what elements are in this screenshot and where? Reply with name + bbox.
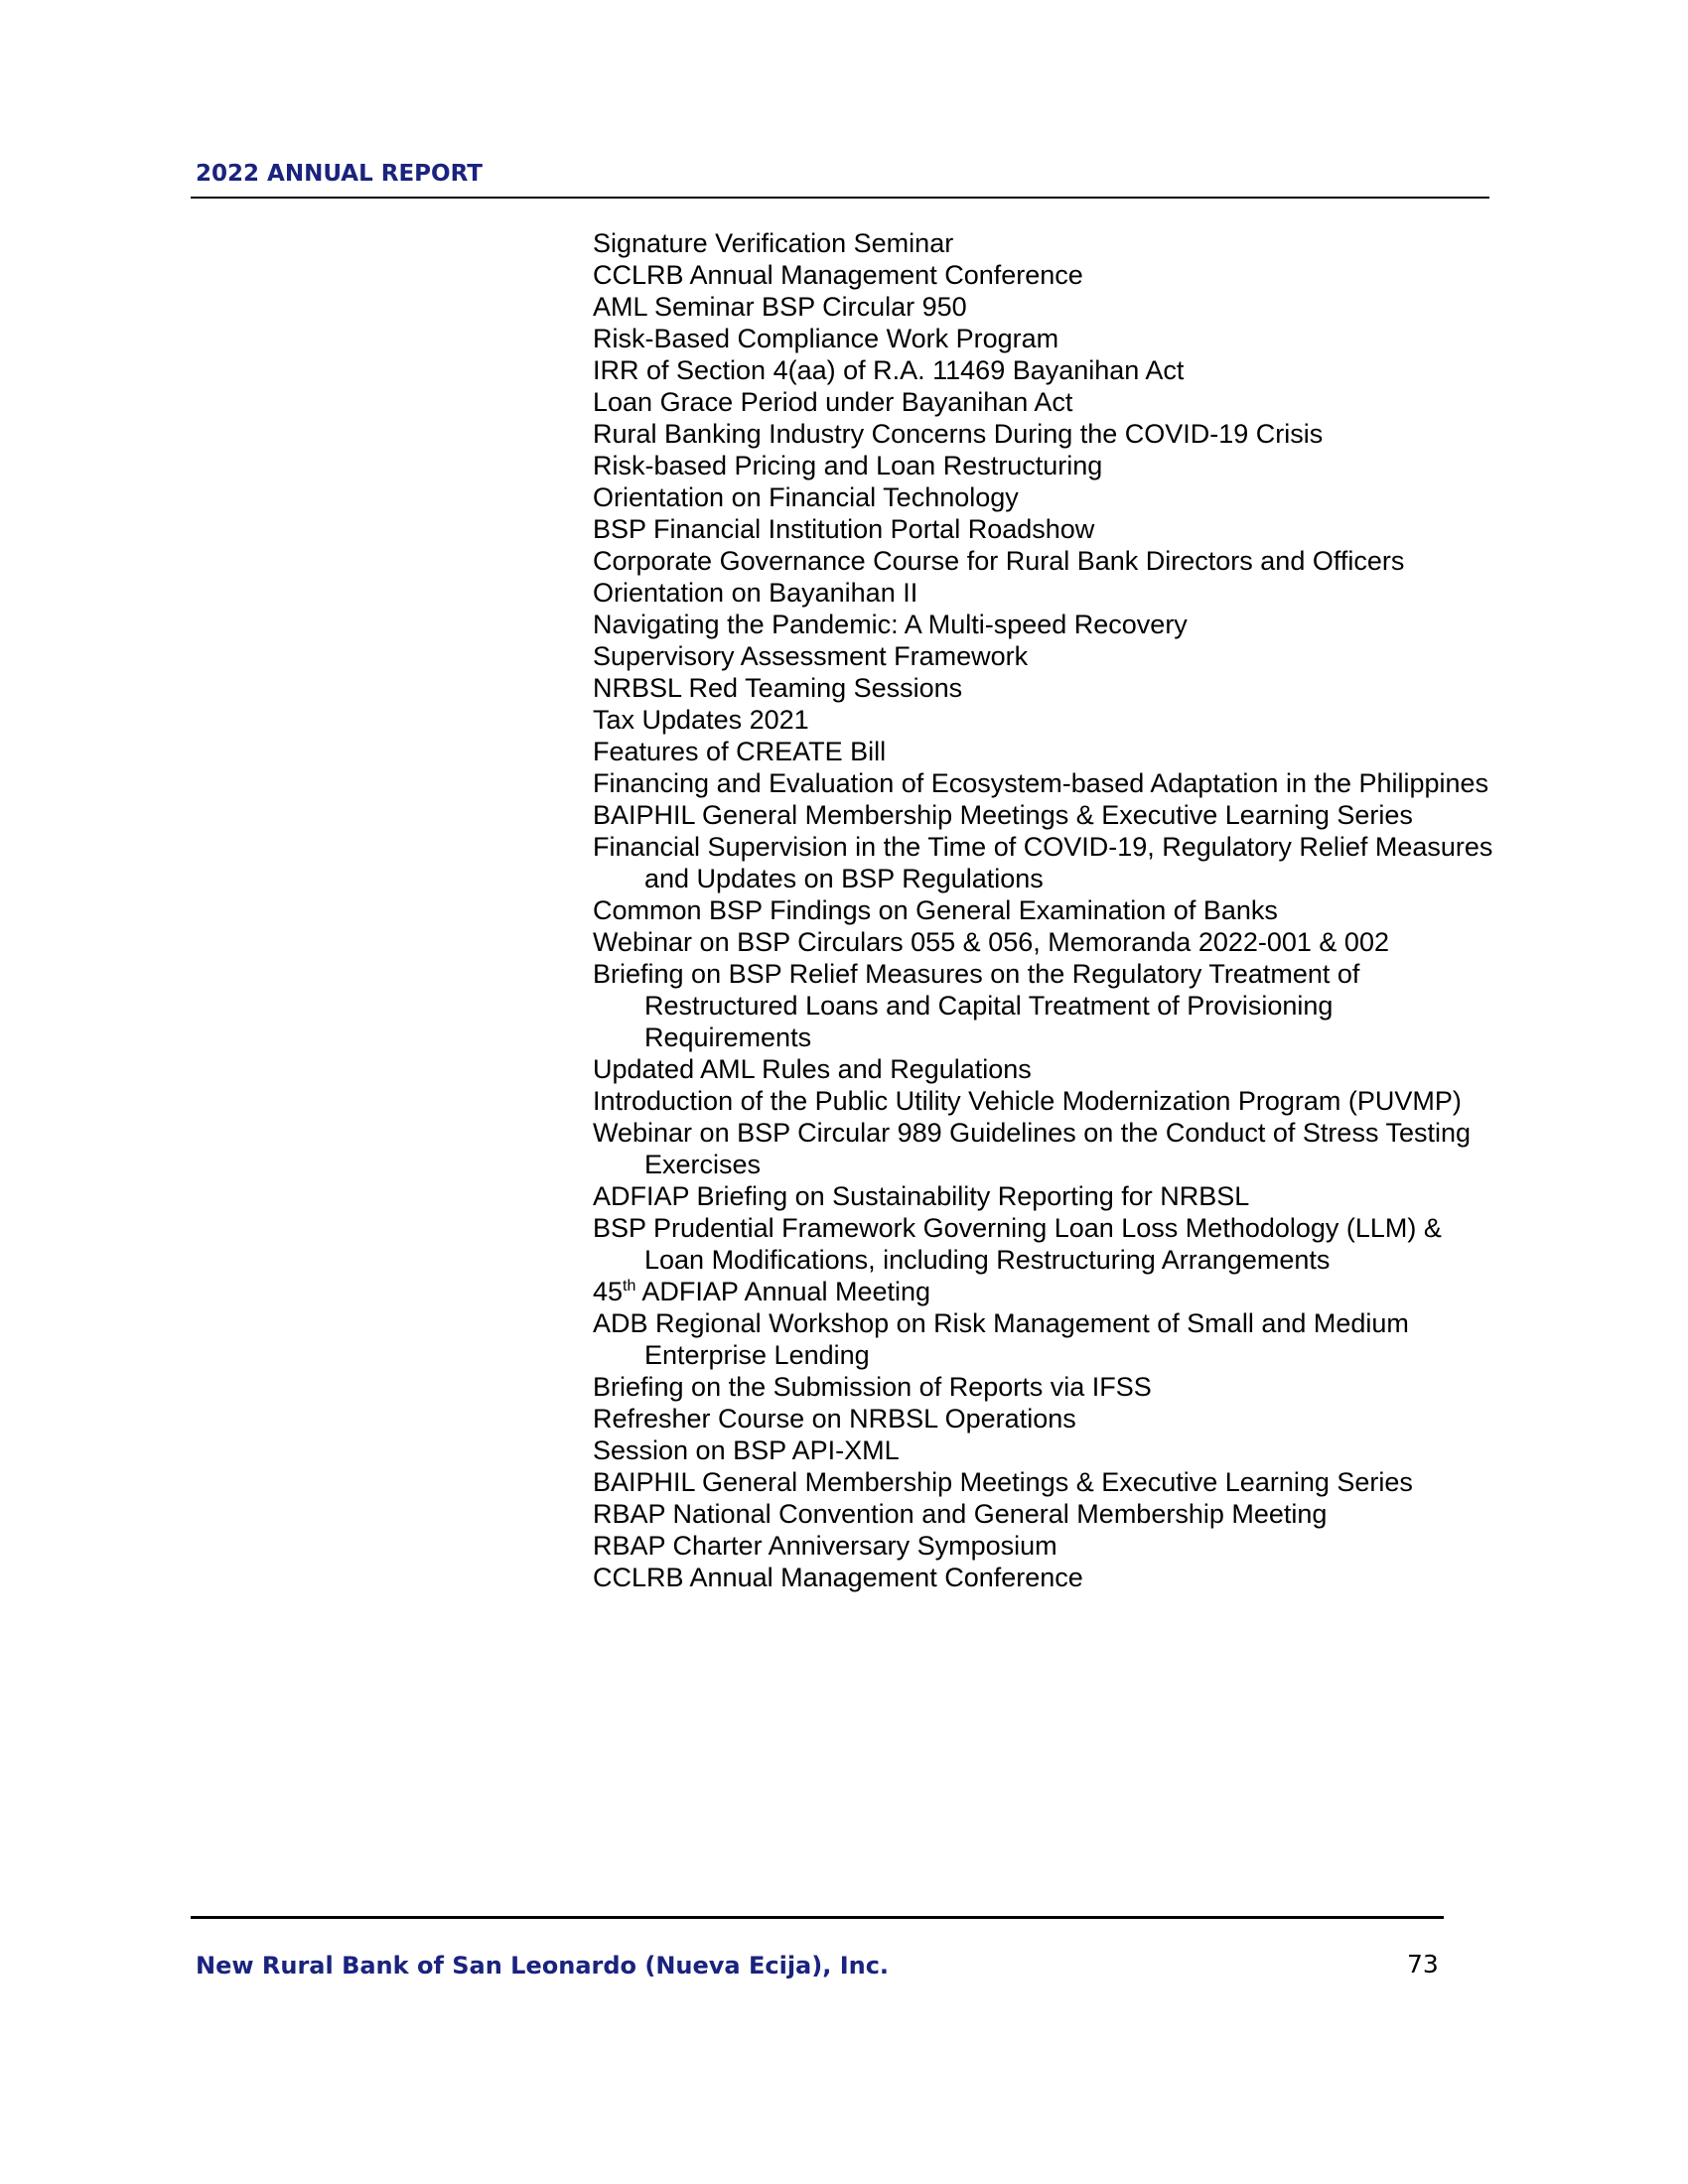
list-item: Loan Grace Period under Bayanihan Act [593, 387, 1073, 417]
list-item: Features of CREATE Bill [593, 737, 887, 766]
ordinal-suffix: th [623, 1278, 636, 1295]
list-item: Corporate Governance Course for Rural Bank Directors and Officers [593, 546, 1405, 576]
list-item: AML Seminar BSP Circular 950 [593, 292, 967, 322]
ordinal-number: 45 [593, 1277, 624, 1306]
list-item-adfiap-meeting [593, 1276, 1506, 1307]
list-item: Updated AML Rules and Regulations [593, 1054, 1032, 1084]
list-item: Webinar on BSP Circulars 055 & 056, Memoranda 2022-001 & 002 [593, 927, 1389, 957]
report-title: 2022 ANNUAL REPORT [196, 161, 483, 187]
list-item: Common BSP Findings on General Examination of Banks [593, 895, 1278, 925]
footer-divider [191, 1916, 1444, 1919]
header-divider [191, 197, 1489, 199]
list-item: Session on BSP API-XML [593, 1435, 900, 1465]
list-item: BSP Financial Institution Portal Roadshow [593, 514, 1095, 544]
list-item: Signature Verification Seminar [593, 228, 954, 258]
list-item: RBAP Charter Anniversary Symposium [593, 1531, 1057, 1561]
list-item: Risk-based Pricing and Loan Restructuring [593, 451, 1103, 480]
list-item: RBAP National Convention and General Membership Meeting [593, 1499, 1328, 1529]
list-item: IRR of Section 4(aa) of R.A. 11469 Bayanihan Act [593, 355, 1185, 385]
list-item: CCLRB Annual Management Conference [593, 260, 1083, 290]
list-item: Financial Supervision in the Time of COVID-19, Regulatory Relief Measures and Updates on BSP Regulations [593, 832, 1493, 893]
list-item-label: ADFIAP Annual Meeting [635, 1277, 931, 1306]
list-item: Financing and Evaluation of Ecosystem-based Adaptation in the Philippines [593, 768, 1489, 798]
list-item: CCLRB Annual Management Conference [593, 1563, 1083, 1592]
list-item: Briefing on the Submission of Reports via IFSS [593, 1372, 1152, 1402]
list-item: Tax Updates 2021 [593, 705, 809, 735]
list-item: Introduction of the Public Utility Vehicle Modernization Program (PUVMP) [593, 1086, 1462, 1116]
list-item: Orientation on Financial Technology [593, 482, 1019, 512]
list-item: Orientation on Bayanihan II [593, 578, 918, 608]
list-item: Rural Banking Industry Concerns During the COVID-19 Crisis [593, 419, 1324, 449]
list-item: BAIPHIL General Membership Meetings & Executive Learning Series [593, 800, 1413, 830]
list-item: Risk-Based Compliance Work Program [593, 324, 1059, 353]
list-item: Refresher Course on NRBSL Operations [593, 1404, 1076, 1433]
list-item: ADB Regional Workshop on Risk Management of Small and Medium Enterprise Lending [593, 1308, 1409, 1370]
bank-name: New Rural Bank of San Leonardo (Nueva Ecija), Inc. [196, 1952, 890, 1979]
list-item: Briefing on BSP Relief Measures on the Regulatory Treatment of Restructured Loans and Capital Treatment of Provisioning Requirements [593, 959, 1360, 1052]
page-number: 73 [1407, 1950, 1439, 1979]
list-item: BAIPHIL General Membership Meetings & Executive Learning Series [593, 1467, 1413, 1497]
list-item: Supervisory Assessment Framework [593, 641, 1029, 671]
list-item: ADFIAP Briefing on Sustainability Reporting for NRBSL [593, 1181, 1250, 1211]
training-list [593, 227, 1506, 1593]
list-item: NRBSL Red Teaming Sessions [593, 673, 963, 703]
list-item: Webinar on BSP Circular 989 Guidelines on the Conduct of Stress Testing Exercises [593, 1118, 1471, 1179]
list-item: BSP Prudential Framework Governing Loan Loss Methodology (LLM) & Loan Modifications, including Restructuring Arrangements [593, 1213, 1442, 1275]
list-item: Navigating the Pandemic: A Multi-speed Recovery [593, 610, 1188, 639]
